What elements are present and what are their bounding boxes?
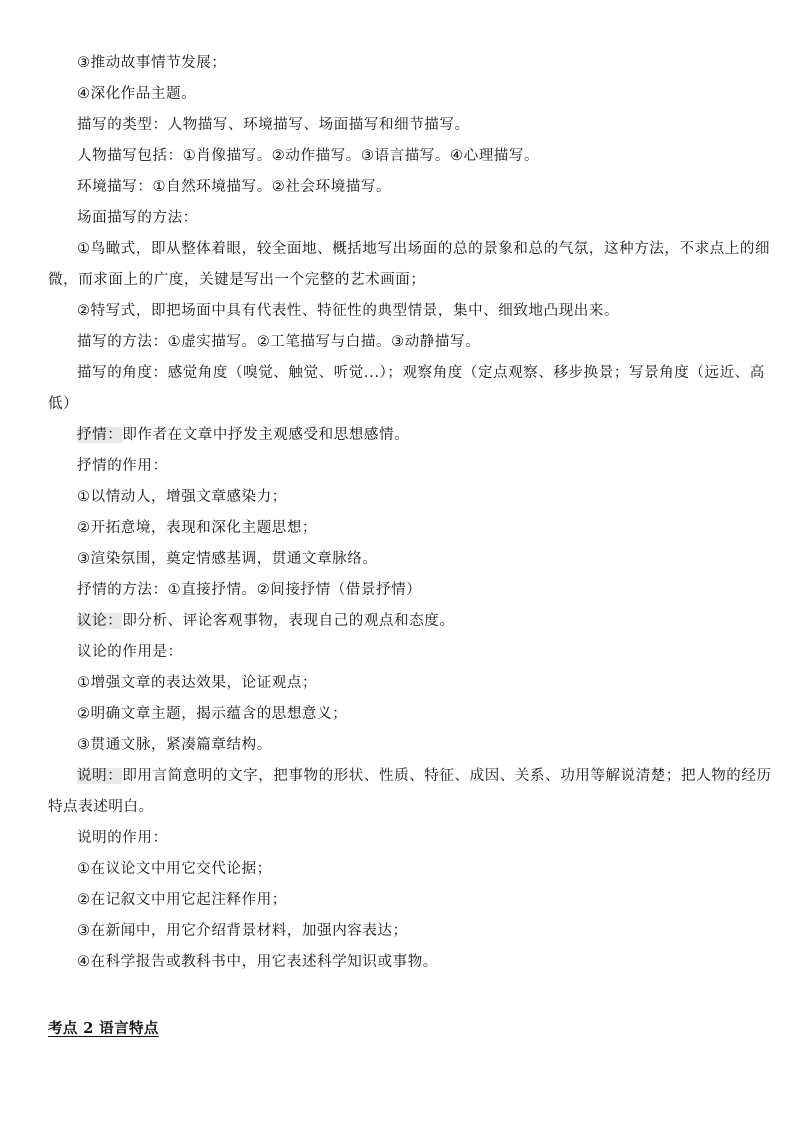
paragraph-text: 抒情的作用： — [77, 458, 168, 474]
term-paragraph — [48, 606, 778, 637]
paragraph — [48, 79, 778, 110]
paragraph-text: 抒情的方法：①直接抒情。②间接抒情（借景抒情） — [77, 582, 422, 598]
highlighted-term: 议论： — [77, 613, 123, 629]
paragraph-text: ③贯通文脉，紧凑篇章结构。 — [77, 737, 272, 753]
paragraph-text: 人物描写包括：①肖像描写。②动作描写。③语言描写。④心理描写。 — [77, 148, 540, 164]
paragraph-text: 即分析、评论客观事物，表现自己的观点和态度。 — [122, 613, 455, 629]
paragraph-text: 场面描写的方法： — [77, 210, 198, 226]
paragraph — [48, 947, 778, 978]
paragraph-text: 描写的方法：①虚实描写。②工笔描写与白描。③动静描写。 — [77, 334, 481, 350]
paragraph — [48, 358, 778, 420]
paragraph — [48, 513, 778, 544]
paragraph — [48, 730, 778, 761]
paragraph-text: ①鸟瞰式，即从整体着眼，较全面地、概括地写出场面的总的景象和总的气氛，这种方法，不求点上的细微，而求面上的广度，关键是写出一个完整的艺术画面； — [48, 241, 771, 288]
paragraph-text: ③推动故事情节发展； — [77, 55, 227, 71]
paragraph-text: ②开拓意境，表现和深化主题思想； — [77, 520, 318, 536]
paragraph — [48, 823, 778, 854]
paragraph-text: ①以情动人，增强文章感染力； — [77, 489, 287, 505]
paragraph-text: ②在记叙文中用它起注释作用； — [77, 892, 287, 908]
paragraph — [48, 544, 778, 575]
paragraph-text: ④在科学报告或教科书中，用它表述科学知识或事物。 — [77, 954, 438, 970]
paragraph-text: ②明确文章主题，揭示蕴含的思想意义； — [77, 706, 348, 722]
paragraph — [48, 916, 778, 947]
paragraph-text: 描写的角度：感觉角度（嗅觉、触觉、听觉...）；观察角度（定点观察、移步换景；写景角度（远近、高低） — [48, 365, 765, 412]
paragraph-text: 环境描写：①自然环境描写。②社会环境描写。 — [77, 179, 392, 195]
paragraph — [48, 234, 778, 296]
paragraph — [48, 203, 778, 234]
highlighted-term: 说明： — [77, 768, 123, 784]
paragraph — [48, 854, 778, 885]
paragraph — [48, 575, 778, 606]
paragraph-text: ④深化作品主题。 — [77, 86, 197, 102]
paragraph — [48, 885, 778, 916]
paragraph-text: 说明的作用： — [77, 830, 168, 846]
paragraph-text: 议论的作用是： — [77, 644, 183, 660]
paragraph-text: 描写的类型：人物描写、环境描写、场面描写和细节描写。 — [77, 117, 470, 133]
paragraph — [48, 327, 778, 358]
paragraph — [48, 110, 778, 141]
paragraph-text: ③在新闻中，用它介绍背景材料，加强内容表达； — [77, 923, 408, 939]
document-body — [48, 48, 778, 978]
paragraph — [48, 668, 778, 699]
paragraph — [48, 48, 778, 79]
document-page — [48, 48, 778, 1041]
paragraph-text: ①增强文章的表达效果，论证观点； — [77, 675, 318, 691]
paragraph — [48, 141, 778, 172]
paragraph — [48, 699, 778, 730]
section-heading: 考点 2 语言特点 — [48, 1020, 159, 1037]
paragraph — [48, 451, 778, 482]
paragraph-text: ②特写式，即把场面中具有代表性、特征性的典型情景，集中、细致地凸现出来。 — [77, 303, 620, 319]
paragraph — [48, 637, 778, 668]
term-paragraph — [48, 761, 778, 823]
paragraph-text: 即用言简意明的文字，把事物的形状、性质、特征、成因、关系、功用等解说清楚；把人物的经历特点表述明白。 — [48, 768, 772, 815]
highlighted-term: 抒情： — [77, 427, 123, 443]
paragraph-text: ①在议论文中用它交代论据； — [77, 861, 272, 877]
paragraph-text: 即作者在文章中抒发主观感受和思想感情。 — [122, 427, 410, 443]
term-paragraph — [48, 420, 778, 451]
paragraph — [48, 172, 778, 203]
paragraph — [48, 482, 778, 513]
paragraph-text: ③渲染氛围，奠定情感基调，贯通文章脉络。 — [77, 551, 378, 567]
paragraph — [48, 296, 778, 327]
